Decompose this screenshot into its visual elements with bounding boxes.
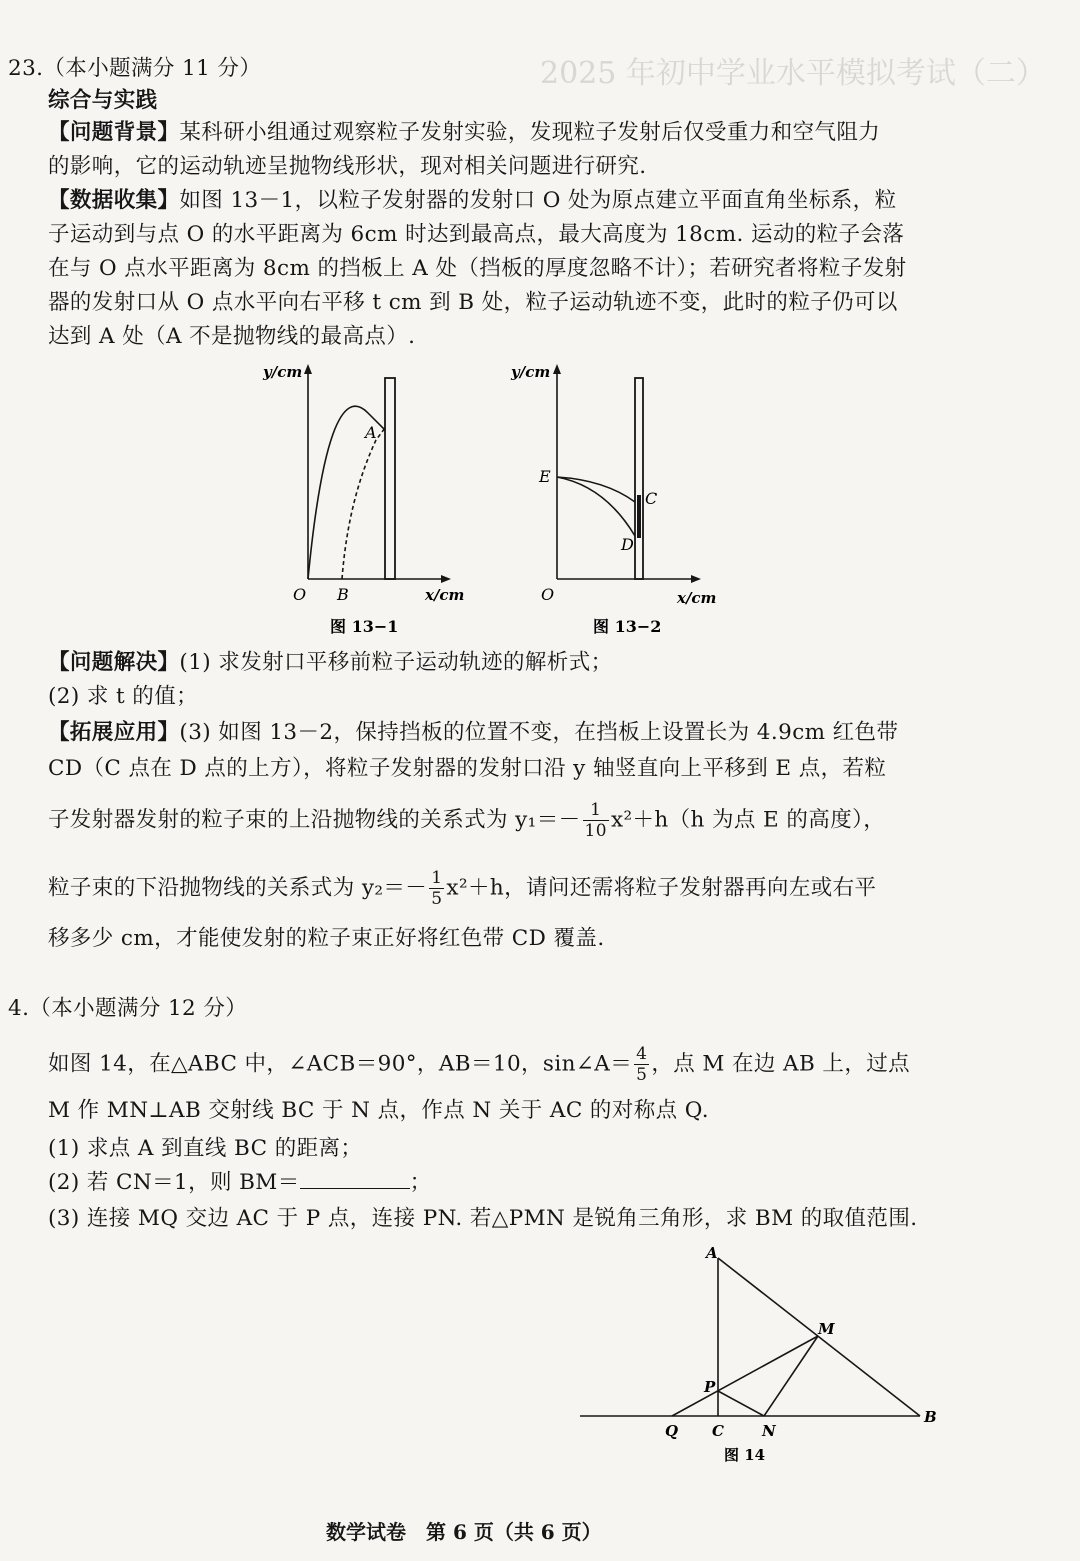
q24-part2-text: (2) 若 CN＝1，则 BM＝ [48,1170,300,1195]
bleed-through-header: 2025 年初中学业水平模拟考试（二） [540,56,1046,91]
q24-score: （本小题满分 12 分） [29,996,248,1021]
q24-given-suffix: ，点 M 在边 AB 上，过点 [651,1051,911,1077]
q23-data-line5: 达到 A 处（A 不是抛物线的最高点）. [48,324,416,349]
q23-extend-line2: CD（C 点在 D 点的上方），将粒子发射器的发射口沿 y 轴竖直向上平移到 E 点，若粒 [48,756,887,781]
q24-part2-semicolon: ； [409,1170,432,1195]
q23-data-line3: 在与 O 点水平距离为 8cm 的挡板上 A 处（挡板的厚度忽略不计）；若研究者将粒子发射 [48,256,907,281]
fig2-origin-label: O [541,585,555,604]
fig2-ylabel: y/cm [511,363,551,381]
fig14-point-q-label: Q [665,1422,679,1440]
upper-edge-formula-prefix: 子发射器发射的粒子束的上沿抛物线的关系式为 y₁＝－ [48,807,581,833]
q23-extend-line5: 移多少 cm，才能使发射的粒子束正好将红色带 CD 覆盖. [48,926,605,951]
upper-edge-formula-suffix: x²＋h（h 为点 E 的高度）， [610,807,886,833]
q23-number: 23. [8,56,44,81]
extend-tag: 【拓展应用】 [48,720,180,745]
q24-part3: (3) 连接 MQ 交边 AC 于 P 点，连接 PN. 若△PMN 是锐角三角形，求 BM 的取值范围. [48,1206,918,1231]
fig14-caption: 图 14 [724,1446,766,1464]
fig1-ylabel: y/cm [263,363,303,381]
fig2-xlabel: x/cm [677,589,717,607]
q23-extend-line3 [48,800,885,841]
extend-part3: (3) 如图 13－2，保持挡板的位置不变，在挡板上设置长为 4.9cm 红色带 [179,720,899,745]
lower-edge-formula-suffix: x²＋h，请问还需将粒子发射器再向左或右平 [446,875,877,901]
q24-heading [8,994,247,1024]
fig14-point-b-label: B [924,1408,937,1426]
q23-data-line4: 器的发射口从 O 点水平向右平移 t cm 到 B 处，粒子运动轨迹不变，此时的粒子仍可以 [48,290,898,315]
page-footer: 数学试卷 第 6 页（共 6 页） [326,1520,602,1544]
q23-extend-line1 [48,718,898,748]
q23-topic: 综合与实践 [48,88,158,113]
q23-background-line1 [48,118,880,148]
background-text: 某科研小组通过观察粒子发射实验，发现粒子发射后仅受重力和空气阻力 [179,120,881,145]
q23-score: （本小题满分 11 分） [43,56,262,81]
fig1-origin-label: O [293,585,307,604]
fraction-one-fifth: $\frac{1}{5}$ [431,868,443,909]
fig14-point-c-label: C [712,1422,724,1440]
data-text: 如图 13－1，以粒子发射器的发射口 O 处为原点建立平面直角坐标系，粒 [179,188,897,213]
q24-given-prefix: 如图 14，在△ABC 中，∠ACB＝90°，AB＝10，sin∠A＝ [48,1051,633,1077]
solve-part1: (1) 求发射口平移前粒子运动轨迹的解析式； [179,650,613,675]
q23-background-line2: 的影响，它的运动轨迹呈抛物线形状，现对相关问题进行研究. [48,154,647,179]
answer-blank[interactable] [300,1168,410,1189]
figure-14 [570,1240,950,1470]
q23-extend-line4 [48,868,876,909]
fig14-point-n-label: N [762,1422,776,1440]
q24-line1 [48,1044,910,1085]
fraction-four-fifths: $\frac{4}{5}$ [636,1044,648,1085]
fig14-point-m-label: M [818,1320,835,1338]
lower-edge-formula-prefix: 粒子束的下沿抛物线的关系式为 y₂＝－ [48,875,428,901]
fig2-point-c-label: C [645,489,658,508]
q24-number: 4. [8,996,30,1021]
fig1-point-a-label: A [365,423,377,442]
fig1-caption: 图 13−1 [330,617,399,636]
background-tag: 【问题背景】 [48,120,180,145]
fig2-caption: 图 13−2 [593,617,662,636]
q23-data-line1 [48,186,896,216]
q24-part2 [48,1168,432,1198]
fig2-point-d-label: D [621,535,634,554]
fig2-point-e-label: E [539,467,551,486]
data-tag: 【数据收集】 [48,188,180,213]
q24-part1: (1) 求点 A 到直线 BC 的距离； [48,1136,363,1161]
fraction-one-tenth: $\frac{1}{10}$ [584,800,607,841]
fig14-point-a-label: A [706,1244,718,1262]
figure-13-1 [255,360,475,640]
q23-solve-part2: (2) 求 t 的值； [48,684,198,709]
fig14-point-p-label: P [704,1378,716,1396]
q23-data-line2: 子运动到与点 O 的水平距离为 6cm 时达到最高点，最大高度为 18cm. 运动的粒子会落 [48,222,905,247]
figure-13-2 [505,360,725,640]
q24-line2: M 作 MN⊥AB 交射线 BC 于 N 点，作点 N 关于 AC 的对称点 Q. [48,1098,709,1123]
fig1-point-b-label: B [337,585,349,604]
q23-heading [8,54,261,84]
fig1-xlabel: x/cm [425,586,465,604]
solve-tag: 【问题解决】 [48,650,180,675]
q23-solve-line1 [48,648,613,678]
